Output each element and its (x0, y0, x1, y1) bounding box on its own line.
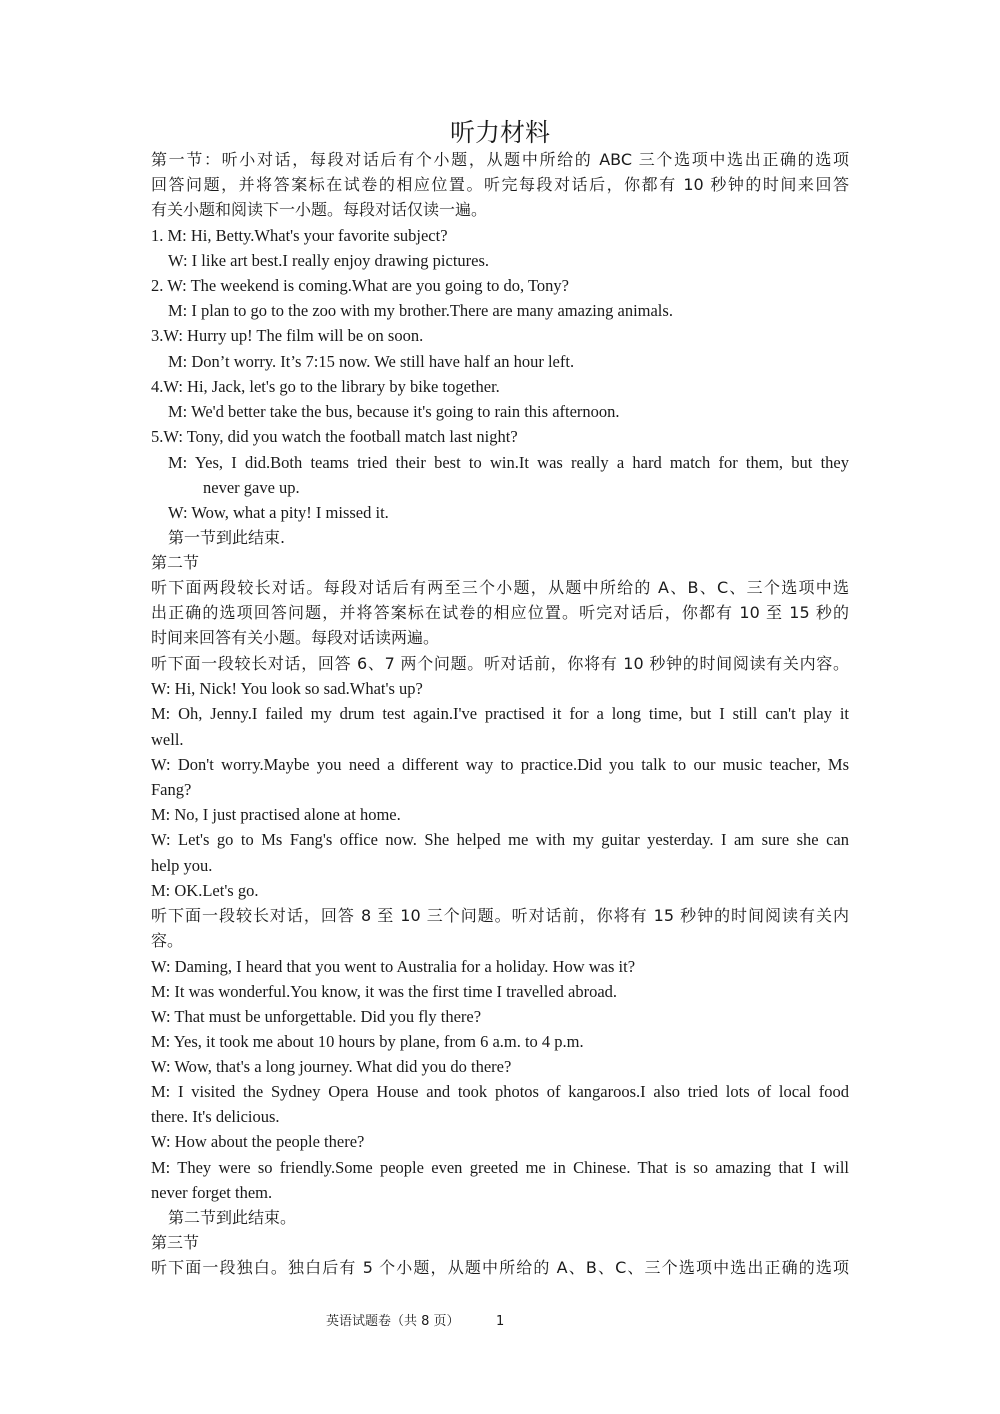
section3-instruction-line: 听下面一段独白。独白后有 5 个小题，从题中所给的 A、B、C、三个选项中选出正确的选项 (151, 1258, 849, 1277)
section2-instruction-line: 容。 (151, 931, 184, 950)
dialogue-line: W: I like art best.I really enjoy drawing pictures. (168, 251, 490, 270)
section-end-note: 第一节到此结束. (168, 528, 286, 547)
dialogue-line: W: That must be unforgettable. Did you fly there? (151, 1007, 482, 1026)
dialogue-line: help you. (151, 856, 213, 875)
section1-instruction-line: 第一节：听小对话，每段对话后有个小题，从题中所给的 ABC 三个选项中选出正确的选项 (151, 150, 849, 169)
page-title: 听力材料 (449, 118, 550, 147)
dialogue-line: 3.W: Hurry up! The film will be on soon. (151, 326, 424, 345)
footer-label: 英语试题卷（共 8 页） (326, 1314, 460, 1329)
section-heading: 第二节 (151, 553, 200, 572)
dialogue-line: well. (151, 730, 184, 749)
dialogue-line: M: Yes, I did.Both teams tried their best to win.It was really a hard match for them, but they (168, 453, 849, 472)
section-end-note: 第二节到此结束。 (168, 1208, 297, 1227)
section2-instruction-line: 听下面两段较长对话。每段对话后有两至三个小题，从题中所给的 A、B、C、三个选项中选 (151, 578, 849, 597)
section2-instruction-line: 听下面一段较长对话，回答 6、7 两个问题。听对话前，你将有 10 秒钟的时间阅读有关内容。 (151, 654, 849, 673)
dialogue-line: M: OK.Let's go. (151, 881, 259, 900)
section1-instruction-line: 回答问题，并将答案标在试卷的相应位置。听完每段对话后，你都有 10 秒钟的时间来回答 (151, 175, 849, 194)
dialogue-line: M: They were so friendly.Some people even greeted me in Chinese. That is so amazing that I will (151, 1158, 849, 1177)
dialogue-line: W: How about the people there? (151, 1132, 365, 1151)
section-heading: 第三节 (151, 1233, 200, 1252)
dialogue-line: M: I visited the Sydney Opera House and took photos of kangaroos.I also tried lots of local food (151, 1082, 849, 1101)
dialogue-line: M: Yes, it took me about 10 hours by plane, from 6 a.m. to 4 p.m. (151, 1032, 584, 1051)
dialogue-line: M: It was wonderful.You know, it was the first time I travelled abroad. (151, 982, 618, 1001)
dialogue-line: W: Wow, that's a long journey. What did you do there? (151, 1057, 512, 1076)
page-number: 1 (496, 1314, 505, 1329)
dialogue-line: W: Wow, what a pity! I missed it. (168, 503, 389, 522)
dialogue-line: W: Don't worry.Maybe you need a different way to practice.Did you talk to our music teacher, Ms (151, 755, 849, 774)
dialogue-line: 4.W: Hi, Jack, let's go to the library by bike together. (151, 377, 500, 396)
dialogue-line: never forget them. (151, 1183, 273, 1202)
section2-instruction-line: 听下面一段较长对话，回答 8 至 10 三个问题。听对话前，你将有 15 秒钟的时间阅读有关内 (151, 906, 849, 925)
section1-instruction-line: 有关小题和阅读下一小题。每段对话仅读一遍。 (151, 200, 488, 219)
dialogue-line: never gave up. (203, 478, 300, 497)
dialogue-line: W: Let's go to Ms Fang's office now. She helped me with my guitar yesterday. I am sure she can (151, 830, 849, 849)
dialogue-line: 5.W: Tony, did you watch the football match last night? (151, 427, 518, 446)
dialogue-line: W: Hi, Nick! You look so sad.What's up? (151, 679, 423, 698)
section2-instruction-line: 时间来回答有关小题。每段对话读两遍。 (151, 628, 440, 647)
dialogue-line: M: We'd better take the bus, because it's going to rain this afternoon. (168, 402, 620, 421)
dialogue-line: 1. M: Hi, Betty.What's your favorite subject? (151, 226, 448, 245)
dialogue-line: M: I plan to go to the zoo with my brother.There are many amazing animals. (168, 301, 673, 320)
dialogue-line: Fang? (151, 780, 192, 799)
dialogue-line: M: Don’t worry. It’s 7:15 now. We still have half an hour left. (168, 352, 575, 371)
dialogue-line: there. It's delicious. (151, 1107, 280, 1126)
dialogue-line: W: Daming, I heard that you went to Australia for a holiday. How was it? (151, 957, 636, 976)
section2-instruction-line: 出正确的选项回答问题，并将答案标在试卷的相应位置。听完对话后，你都有 10 至 15 秒的 (151, 603, 849, 622)
dialogue-line: M: No, I just practised alone at home. (151, 805, 401, 824)
dialogue-line: M: Oh, Jenny.I failed my drum test again.I've practised it for a long time, but I still can't play it (151, 704, 849, 723)
dialogue-line: 2. W: The weekend is coming.What are you going to do, Tony? (151, 276, 569, 295)
